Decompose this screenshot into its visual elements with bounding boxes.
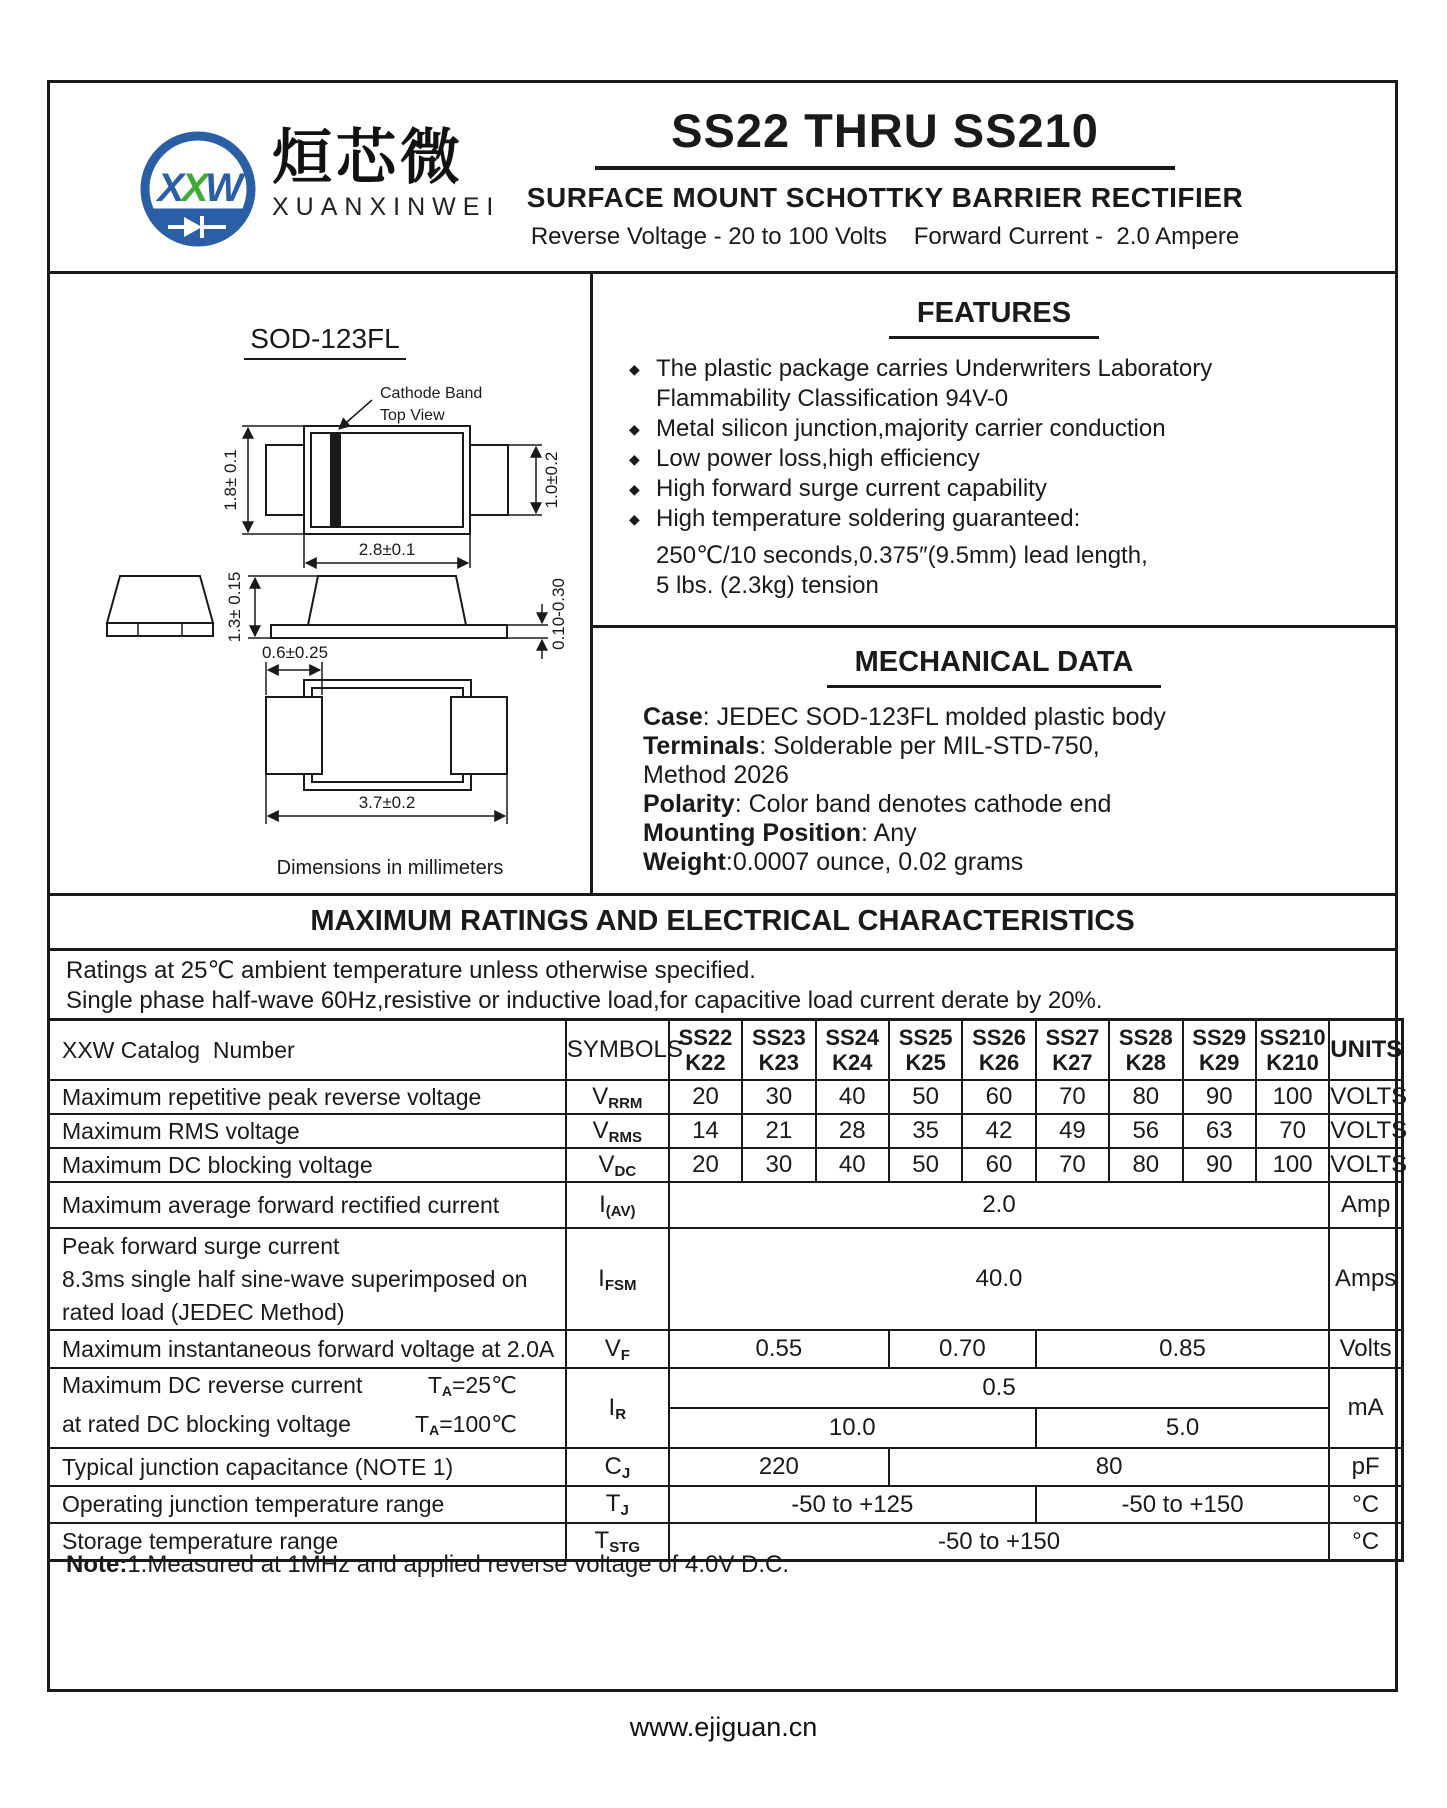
cell: 35: [889, 1114, 962, 1148]
symbol-cell: $V_{RRM}$: [566, 1080, 669, 1114]
cell: -50 to +150: [1036, 1486, 1330, 1523]
row-ifsm: [49, 1228, 1403, 1330]
cell: 2.0: [669, 1182, 1330, 1228]
cell: 60: [962, 1148, 1035, 1182]
features-mechanical-panel: [593, 271, 1395, 893]
cell: 70: [1256, 1114, 1329, 1148]
symbol-cell: $I_R$: [566, 1368, 669, 1448]
cell: -50 to +125: [669, 1486, 1036, 1523]
part-number-title: SS22 THRU SS210: [671, 104, 1099, 157]
cell: 14: [669, 1114, 742, 1148]
cell: 40.0: [669, 1228, 1330, 1330]
catalog-number-header: XXW Catalog Number: [49, 1020, 566, 1081]
row-label: Typical junction capacitance (NOTE 1): [49, 1448, 566, 1486]
cell: 10.0: [669, 1408, 1036, 1448]
row-label: Maximum RMS voltage: [49, 1114, 566, 1148]
cell: 60: [962, 1080, 1035, 1114]
row-vrms: [49, 1114, 1403, 1148]
mech-line-method: Method 2026: [643, 761, 789, 789]
feature-item: Flammability Classification 94V-0: [656, 385, 1009, 412]
part-column-header: SS210 K210: [1256, 1020, 1329, 1081]
symbol-cell: $V_F$: [566, 1330, 669, 1368]
symbol-cell: $V_{RMS}$: [566, 1114, 669, 1148]
cell: 63: [1183, 1114, 1256, 1148]
units-header: UNITS: [1329, 1020, 1402, 1081]
cell: 49: [1036, 1114, 1109, 1148]
cell: 90: [1183, 1080, 1256, 1114]
website-url: www.ejiguan.cn: [629, 1712, 818, 1742]
features-list: [593, 354, 1395, 601]
footnote: Note:1.Measured at 1MHz and applied reverse voltage of 4.0V D.C.: [66, 1551, 790, 1578]
cell: 20: [669, 1080, 742, 1114]
cell: 30: [742, 1080, 815, 1114]
company-name-english: XUANXINWEI: [272, 193, 501, 221]
dim-standoff: 0.10-0.30: [549, 578, 568, 650]
row-iav: [49, 1182, 1403, 1228]
voltage-current-summary: Reverse Voltage - 20 to 100 Volts Forward Current - 2.0 Ampere: [530, 223, 1240, 250]
top-view-callout: Top View: [380, 407, 445, 424]
cell: 0.55: [669, 1330, 889, 1368]
header: [50, 83, 1395, 274]
unit-cell: pF: [1329, 1448, 1402, 1486]
cell: 42: [962, 1114, 1035, 1148]
company-logo: [138, 124, 501, 251]
cell: 28: [816, 1114, 889, 1148]
package-name: SOD-123FL: [200, 323, 450, 355]
part-column-header: SS29 K29: [1183, 1020, 1256, 1081]
max-ratings-title: MAXIMUM RATINGS AND ELECTRICAL CHARACTERISTICS: [50, 896, 1395, 951]
title-underline: [595, 166, 1175, 170]
diamond-bullet-icon: ◆: [629, 481, 640, 497]
cell: 50: [889, 1080, 962, 1114]
row-cj: [49, 1448, 1403, 1486]
unit-cell: VOLTS: [1329, 1080, 1402, 1114]
part-column-header: SS26 K26: [962, 1020, 1035, 1081]
mech-line-case: Case: JEDEC SOD-123FL molded plastic body: [643, 703, 1166, 731]
cell: 40: [816, 1080, 889, 1114]
part-column-header: SS27 K27: [1036, 1020, 1109, 1081]
diamond-bullet-icon: ◆: [629, 451, 640, 467]
document-frame: [47, 80, 1408, 1692]
row-label: Maximum average forward rectified current: [49, 1182, 566, 1228]
feature-item: ◆ Low power loss,high efficiency: [629, 445, 980, 472]
unit-cell: °C: [1329, 1523, 1402, 1561]
cell: 50: [889, 1148, 962, 1182]
diamond-bullet-icon: ◆: [629, 361, 640, 377]
mech-line-polarity: Polarity: Color band denotes cathode end: [643, 790, 1112, 818]
row-vf: [49, 1330, 1403, 1368]
symbols-header: SYMBOLS: [566, 1020, 669, 1081]
mech-line-terminals: Terminals: Solderable per MIL-STD-750,: [643, 732, 1100, 760]
mech-line-weight: Weight:0.0007 ounce, 0.02 grams: [643, 848, 1024, 876]
mechanical-data-title: MECHANICAL DATA: [827, 646, 1162, 688]
mech-line-mounting: Mounting Position: Any: [643, 819, 917, 847]
row-label: Operating junction temperature range: [49, 1486, 566, 1523]
logo-w: W: [205, 166, 243, 210]
feature-item: ◆ High temperature soldering guaranteed:: [629, 505, 1081, 532]
cell: 30: [742, 1148, 815, 1182]
cell: 80: [1109, 1148, 1182, 1182]
part-column-header: SS25 K25: [889, 1020, 962, 1081]
cell: 70: [1036, 1080, 1109, 1114]
feature-item: 5 lbs. (2.3kg) tension: [656, 572, 879, 599]
package-and-features-section: [50, 271, 1395, 896]
logo-mark-icon: [138, 127, 258, 251]
title-block: [520, 105, 1250, 251]
device-description: SURFACE MOUNT SCHOTTKY BARRIER RECTIFIER: [526, 182, 1244, 213]
unit-cell: Volts: [1329, 1330, 1402, 1368]
diamond-bullet-icon: ◆: [629, 511, 640, 527]
table-header-row: [49, 1020, 1403, 1081]
features-title: FEATURES: [889, 297, 1099, 339]
row-label: Maximum instantaneous forward voltage at 2.0A: [49, 1330, 566, 1368]
cell: 80: [1109, 1080, 1182, 1114]
feature-item: ◆ High forward surge current capability: [629, 475, 1047, 502]
unit-cell: °C: [1329, 1486, 1402, 1523]
unit-cell: Amps: [1329, 1228, 1402, 1330]
row-label: Peak forward surge current 8.3ms single half sine-wave superimposed on rated load (JEDEC Method): [49, 1228, 566, 1330]
feature-item: 250℃/10 seconds,0.375″(9.5mm) lead length,: [656, 542, 1148, 569]
dimensions-units-note: Dimensions in millimeters: [276, 857, 504, 879]
dim-body-height: 1.8± 0.1: [221, 449, 240, 511]
row-label: Maximum DC blocking voltage: [49, 1148, 566, 1182]
part-column-header: SS22 K22: [669, 1020, 742, 1081]
part-column-header: SS24 K24: [816, 1020, 889, 1081]
cell: 0.70: [889, 1330, 1036, 1368]
logo-x1: X: [157, 166, 185, 210]
cell: -50 to +150: [669, 1523, 1330, 1561]
symbol-cell: $C_J$: [566, 1448, 669, 1486]
ratings-condition-1: Ratings at 25℃ ambient temperature unless otherwise specified.: [66, 957, 756, 984]
symbol-cell: $T_J$: [566, 1486, 669, 1523]
mechanical-data-section: [593, 628, 1395, 893]
cell: 70: [1036, 1148, 1109, 1182]
row-label: Storage temperature range: [49, 1523, 566, 1561]
cell: 20: [669, 1148, 742, 1182]
cell: 56: [1109, 1114, 1182, 1148]
cell: 21: [742, 1114, 815, 1148]
package-drawing-panel: [50, 271, 593, 893]
cell: 5.0: [1036, 1408, 1330, 1448]
unit-cell: Amp: [1329, 1182, 1402, 1228]
package-outline-drawing: [50, 318, 590, 890]
dim-profile-height: 1.3± 0.15: [225, 571, 244, 643]
features-section: [593, 271, 1395, 628]
dim-body-width: 2.8±0.1: [358, 540, 416, 559]
cell: 220: [669, 1448, 889, 1486]
cell: 100: [1256, 1148, 1329, 1182]
symbol-cell: $I_{FSM}$: [566, 1228, 669, 1330]
diamond-bullet-icon: ◆: [629, 421, 640, 437]
company-name-chinese: 烜芯微: [272, 124, 464, 191]
cell: 0.85: [1036, 1330, 1330, 1368]
row-ir-25: [49, 1368, 1403, 1408]
cell: 0.5: [669, 1368, 1330, 1408]
row-label: Maximum DC reverse current TA=25℃ at rated DC blocking voltage TA=100℃: [49, 1368, 566, 1448]
dim-lead-height: 1.0±0.2: [542, 451, 561, 509]
row-vrrm: [49, 1080, 1403, 1114]
part-column-header: SS23 K23: [742, 1020, 815, 1081]
cell: 40: [816, 1148, 889, 1182]
ratings-conditions: [66, 956, 1103, 1016]
mechanical-data-lines: [593, 703, 1395, 877]
part-column-header: SS28 K28: [1109, 1020, 1182, 1081]
symbol-cell: $V_{DC}$: [566, 1148, 669, 1182]
logo-text: [272, 124, 501, 222]
feature-item: ◆ The plastic package carries Underwriters Laboratory: [629, 355, 1213, 382]
symbol-cell: $T_{STG}$: [566, 1523, 669, 1561]
symbol-cell: $I_{(AV)}$: [566, 1182, 669, 1228]
row-label: Maximum repetitive peak reverse voltage: [49, 1080, 566, 1114]
electrical-characteristics-table: [47, 1018, 1408, 1562]
unit-cell: mA: [1329, 1368, 1402, 1448]
ratings-condition-2: Single phase half-wave 60Hz,resistive or inductive load,for capacitive load current derate by 20%.: [66, 987, 1103, 1014]
dim-overall-length: 3.7±0.2: [358, 793, 416, 812]
logo-x2: X: [181, 166, 209, 210]
row-vdc: [49, 1148, 1403, 1182]
row-tj: [49, 1486, 1403, 1523]
feature-item: ◆ Metal silicon junction,majority carrier conduction: [629, 415, 1166, 442]
cell: 80: [889, 1448, 1329, 1486]
unit-cell: VOLTS: [1329, 1148, 1402, 1182]
dim-pad-width: 0.6±0.25: [261, 643, 329, 662]
cell: 90: [1183, 1148, 1256, 1182]
cell: 100: [1256, 1080, 1329, 1114]
unit-cell: VOLTS: [1329, 1114, 1402, 1148]
cathode-band-callout: Cathode Band: [380, 385, 483, 402]
